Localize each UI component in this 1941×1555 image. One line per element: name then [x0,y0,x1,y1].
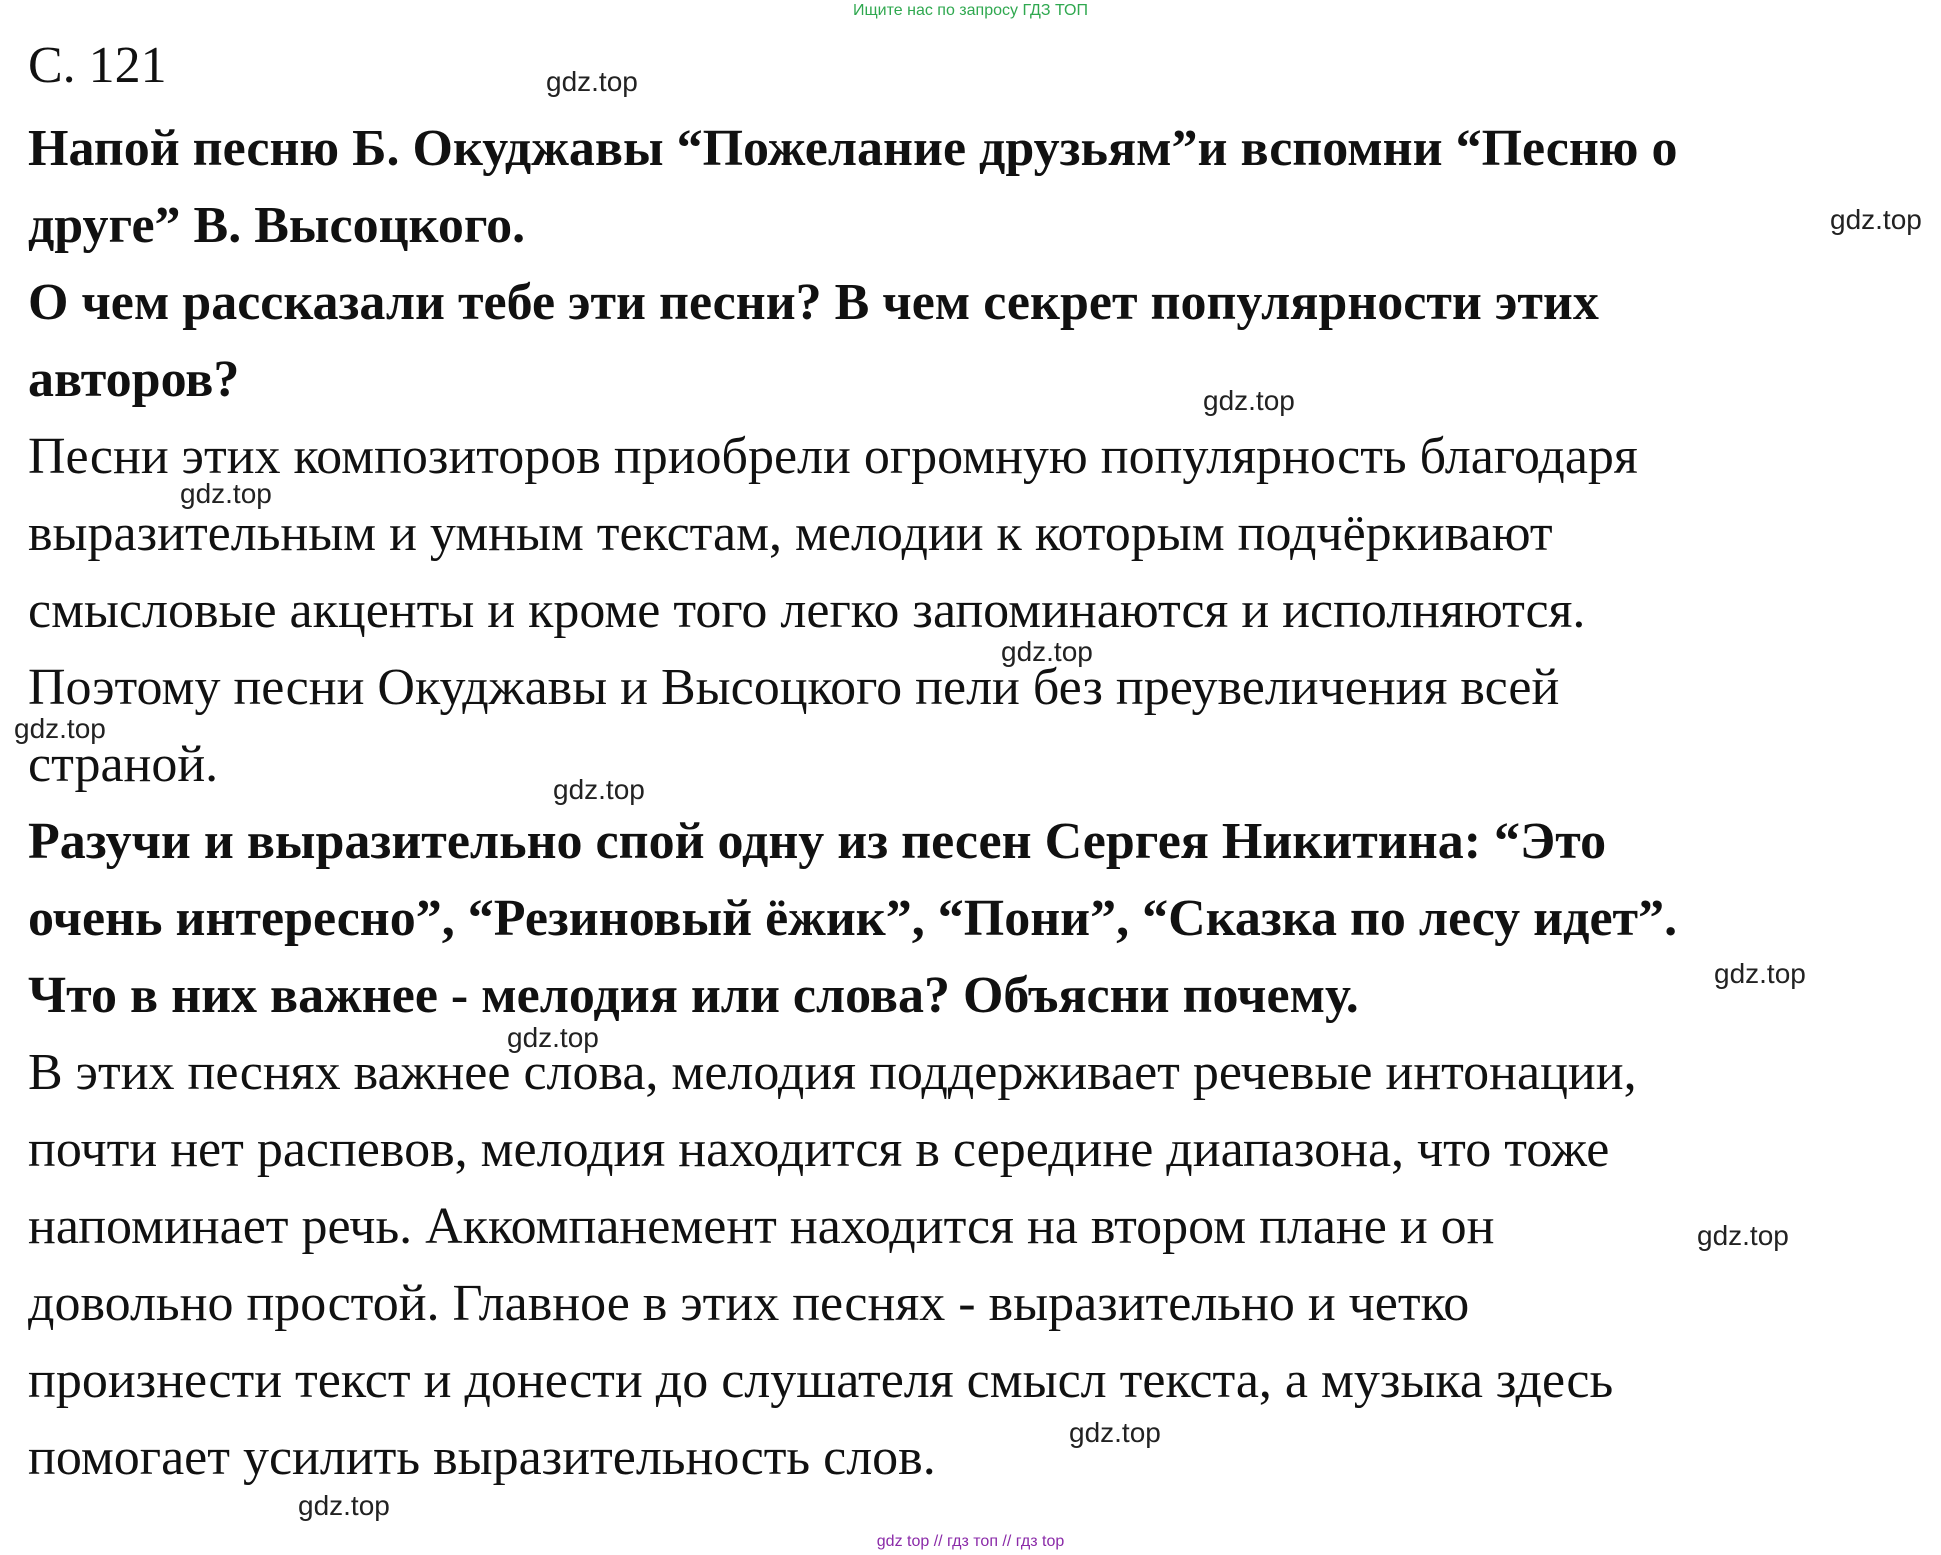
answer-1 [28,418,1928,803]
answer-1-line: страной. [28,736,219,793]
question-1 [28,110,1928,418]
question-2-line: очень интересно”, “Резиновый ёжик”, “Пони”, “Сказка по лесу идет”. [28,890,1678,947]
watermark: gdz.top [507,1022,599,1053]
answer-2-line: почти нет распевов, мелодия находится в середине диапазона, что тоже [28,1121,1610,1178]
watermark: gdz.top [180,478,272,509]
watermark: gdz.top [546,66,638,97]
question-1-line: авторов? [28,351,240,408]
watermark: gdz.top [1697,1220,1789,1251]
page-number: С. 121 [28,37,167,94]
document-page [28,36,1928,1496]
question-1-line: О чем рассказали тебе эти песни? В чем секрет популярности этих [28,274,1599,331]
answer-1-line: выразительным и умным текстам, мелодии к которым подчёркивают [28,505,1553,562]
watermark: gdz.top [14,713,106,744]
watermark: gdz.top [1203,385,1295,416]
question-2-line: Что в них важнее - мелодия или слова? Объясни почему. [28,967,1359,1024]
answer-2-line: напоминает речь. Аккомпанемент находится на втором плане и он [28,1198,1495,1255]
watermark: gdz.top [553,774,645,805]
answer-2-line: довольно простой. Главное в этих песнях - выразительно и четко [28,1275,1470,1332]
footer-links: gdz top // гдз топ // гдз top [876,1533,1065,1550]
answer-2-line: помогает усилить выразительность слов. [28,1429,936,1486]
answer-2 [28,1034,1928,1496]
answer-1-line: Песни этих композиторов приобрели огромную популярность благодаря [28,428,1638,485]
question-1-line: Напой песню Б. Окуджавы “Пожелание друзьям”и вспомни “Песню о [28,120,1678,177]
answer-1-line: смысловые акценты и кроме того легко запоминаются и исполняются. [28,582,1586,639]
watermark: gdz.top [1001,636,1093,667]
question-1-line: друге” В. Высоцкого. [28,197,526,254]
answer-1-line: Поэтому песни Окуджавы и Высоцкого пели без преувеличения всей [28,659,1560,716]
answer-2-line: произнести текст и донести до слушателя смысл текста, а музыка здесь [28,1352,1614,1409]
watermark: gdz.top [1714,958,1806,989]
question-2-line: Разучи и выразительно спой одну из песен Сергея Никитина: “Это [28,813,1607,870]
question-2 [28,803,1928,1034]
top-banner: Ищите нас по запросу ГДЗ ТОП [853,2,1088,19]
watermark: gdz.top [1830,204,1922,235]
watermark: gdz.top [1069,1417,1161,1448]
watermark: gdz.top [298,1490,390,1521]
answer-2-line: В этих песнях важнее слова, мелодия поддерживает речевые интонации, [28,1044,1637,1101]
